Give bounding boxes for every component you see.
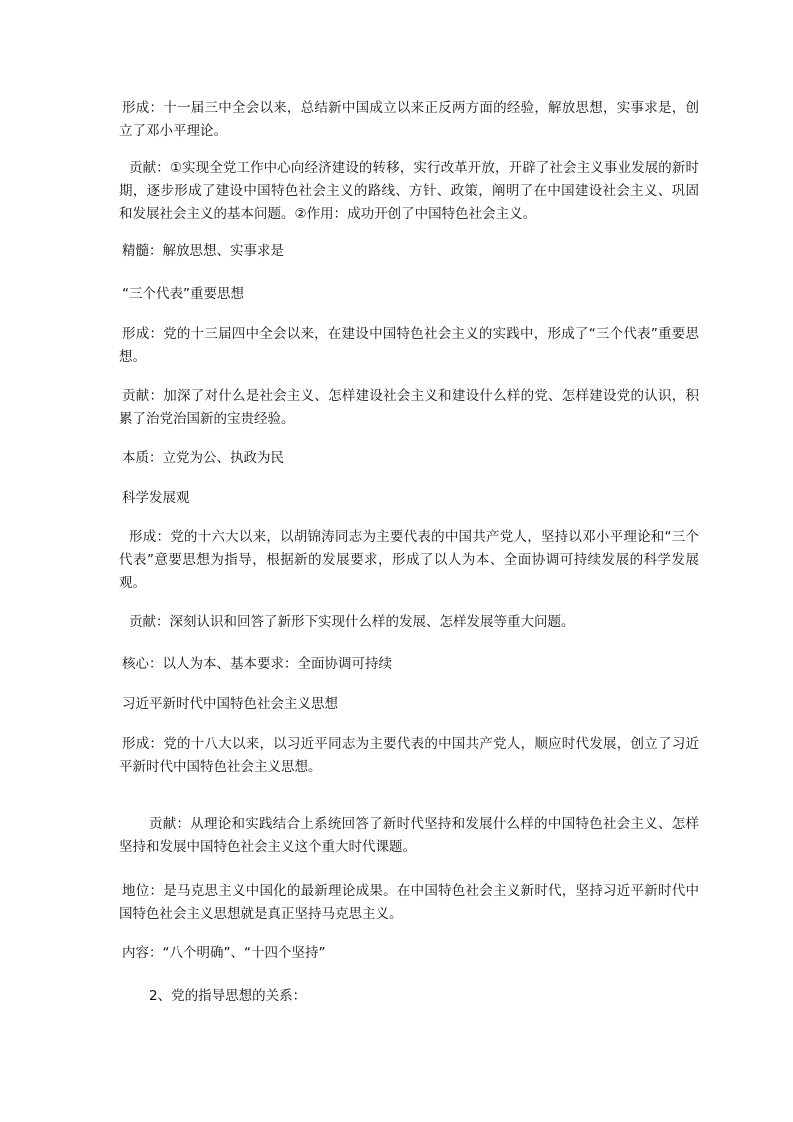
- paragraph-xi-status: 地位：是马克思主义中国化的最新理论成果。在中国特色社会主义新时代，坚持习近平新时代中国特色社会主义思想就是真正坚持马克思主义。: [119, 883, 699, 922]
- heading-xi-thought: 习近平新时代中国特色社会主义思想: [122, 696, 338, 712]
- paragraph-xi-formation: 形成：党的十八大以来，以习近平同志为主要代表的中国共产党人，顺应时代发展，创立了习近平新时代中国特色社会主义思想。: [119, 736, 699, 775]
- paragraph-scientific-outlook-contribution: 贡献：深刻认识和回答了新形下实现什么样的发展、怎样发展等重大问题。: [129, 614, 575, 630]
- paragraph-deng-formation: 形成：十一届三中全会以来，总结新中国成立以来正反两方面的经验，解放思想，实事求是，创立了邓小平理论。: [119, 100, 699, 139]
- paragraph-three-represents-nature: 本质：立党为公、执政为民: [122, 450, 284, 466]
- paragraph-xi-contribution: 贡献：从理论和实践结合上系统回答了新时代坚持和发展什么样的中国特色社会主义、怎样坚持和发展中国特色社会主义这个重大时代课题。: [119, 816, 699, 855]
- paragraph-deng-contribution: 贡献：①实现全党工作中心向经济建设的转移，实行改革开放，开辟了社会主义事业发展的新时期，逐步形成了建设中国特色社会主义的路线、方针、政策，阐明了在中国建设社会主义、巩固和发展社会主义的基本问题。②作用：成功开创了中国特色社会主义。: [119, 160, 699, 222]
- paragraph-scientific-outlook-formation: 形成：党的十六大以来，以胡锦涛同志为主要代表的中国共产党人，坚持以邓小平理论和“三个代表”意要思想为指导，根据新的发展要求，形成了以人为本、全面协调可持续发展的科学发展观。: [119, 529, 699, 591]
- paragraph-deng-essence: 精髓：解放思想、实事求是: [122, 243, 284, 259]
- heading-three-represents: “三个代表”重要思想: [122, 286, 244, 302]
- paragraph-three-represents-contribution: 贡献：加深了对什么是社会主义、怎样建设社会主义和建设什么样的党、怎样建设党的认识，积累了治党治国新的宝贵经验。: [119, 388, 699, 427]
- paragraph-three-represents-formation: 形成：党的十三届四中全会以来，在建设中国特色社会主义的实践中，形成了“三个代表”重要思想。: [119, 326, 699, 365]
- paragraph-scientific-outlook-core: 核心：以人为本、基本要求：全面协调可持续: [122, 656, 392, 672]
- heading-scientific-outlook: 科学发展观: [122, 490, 190, 506]
- paragraph-xi-content: 内容：“八个明确”、“十四个坚持”: [122, 945, 326, 961]
- section-heading-relationship: 2、党的指导思想的关系：: [149, 988, 307, 1004]
